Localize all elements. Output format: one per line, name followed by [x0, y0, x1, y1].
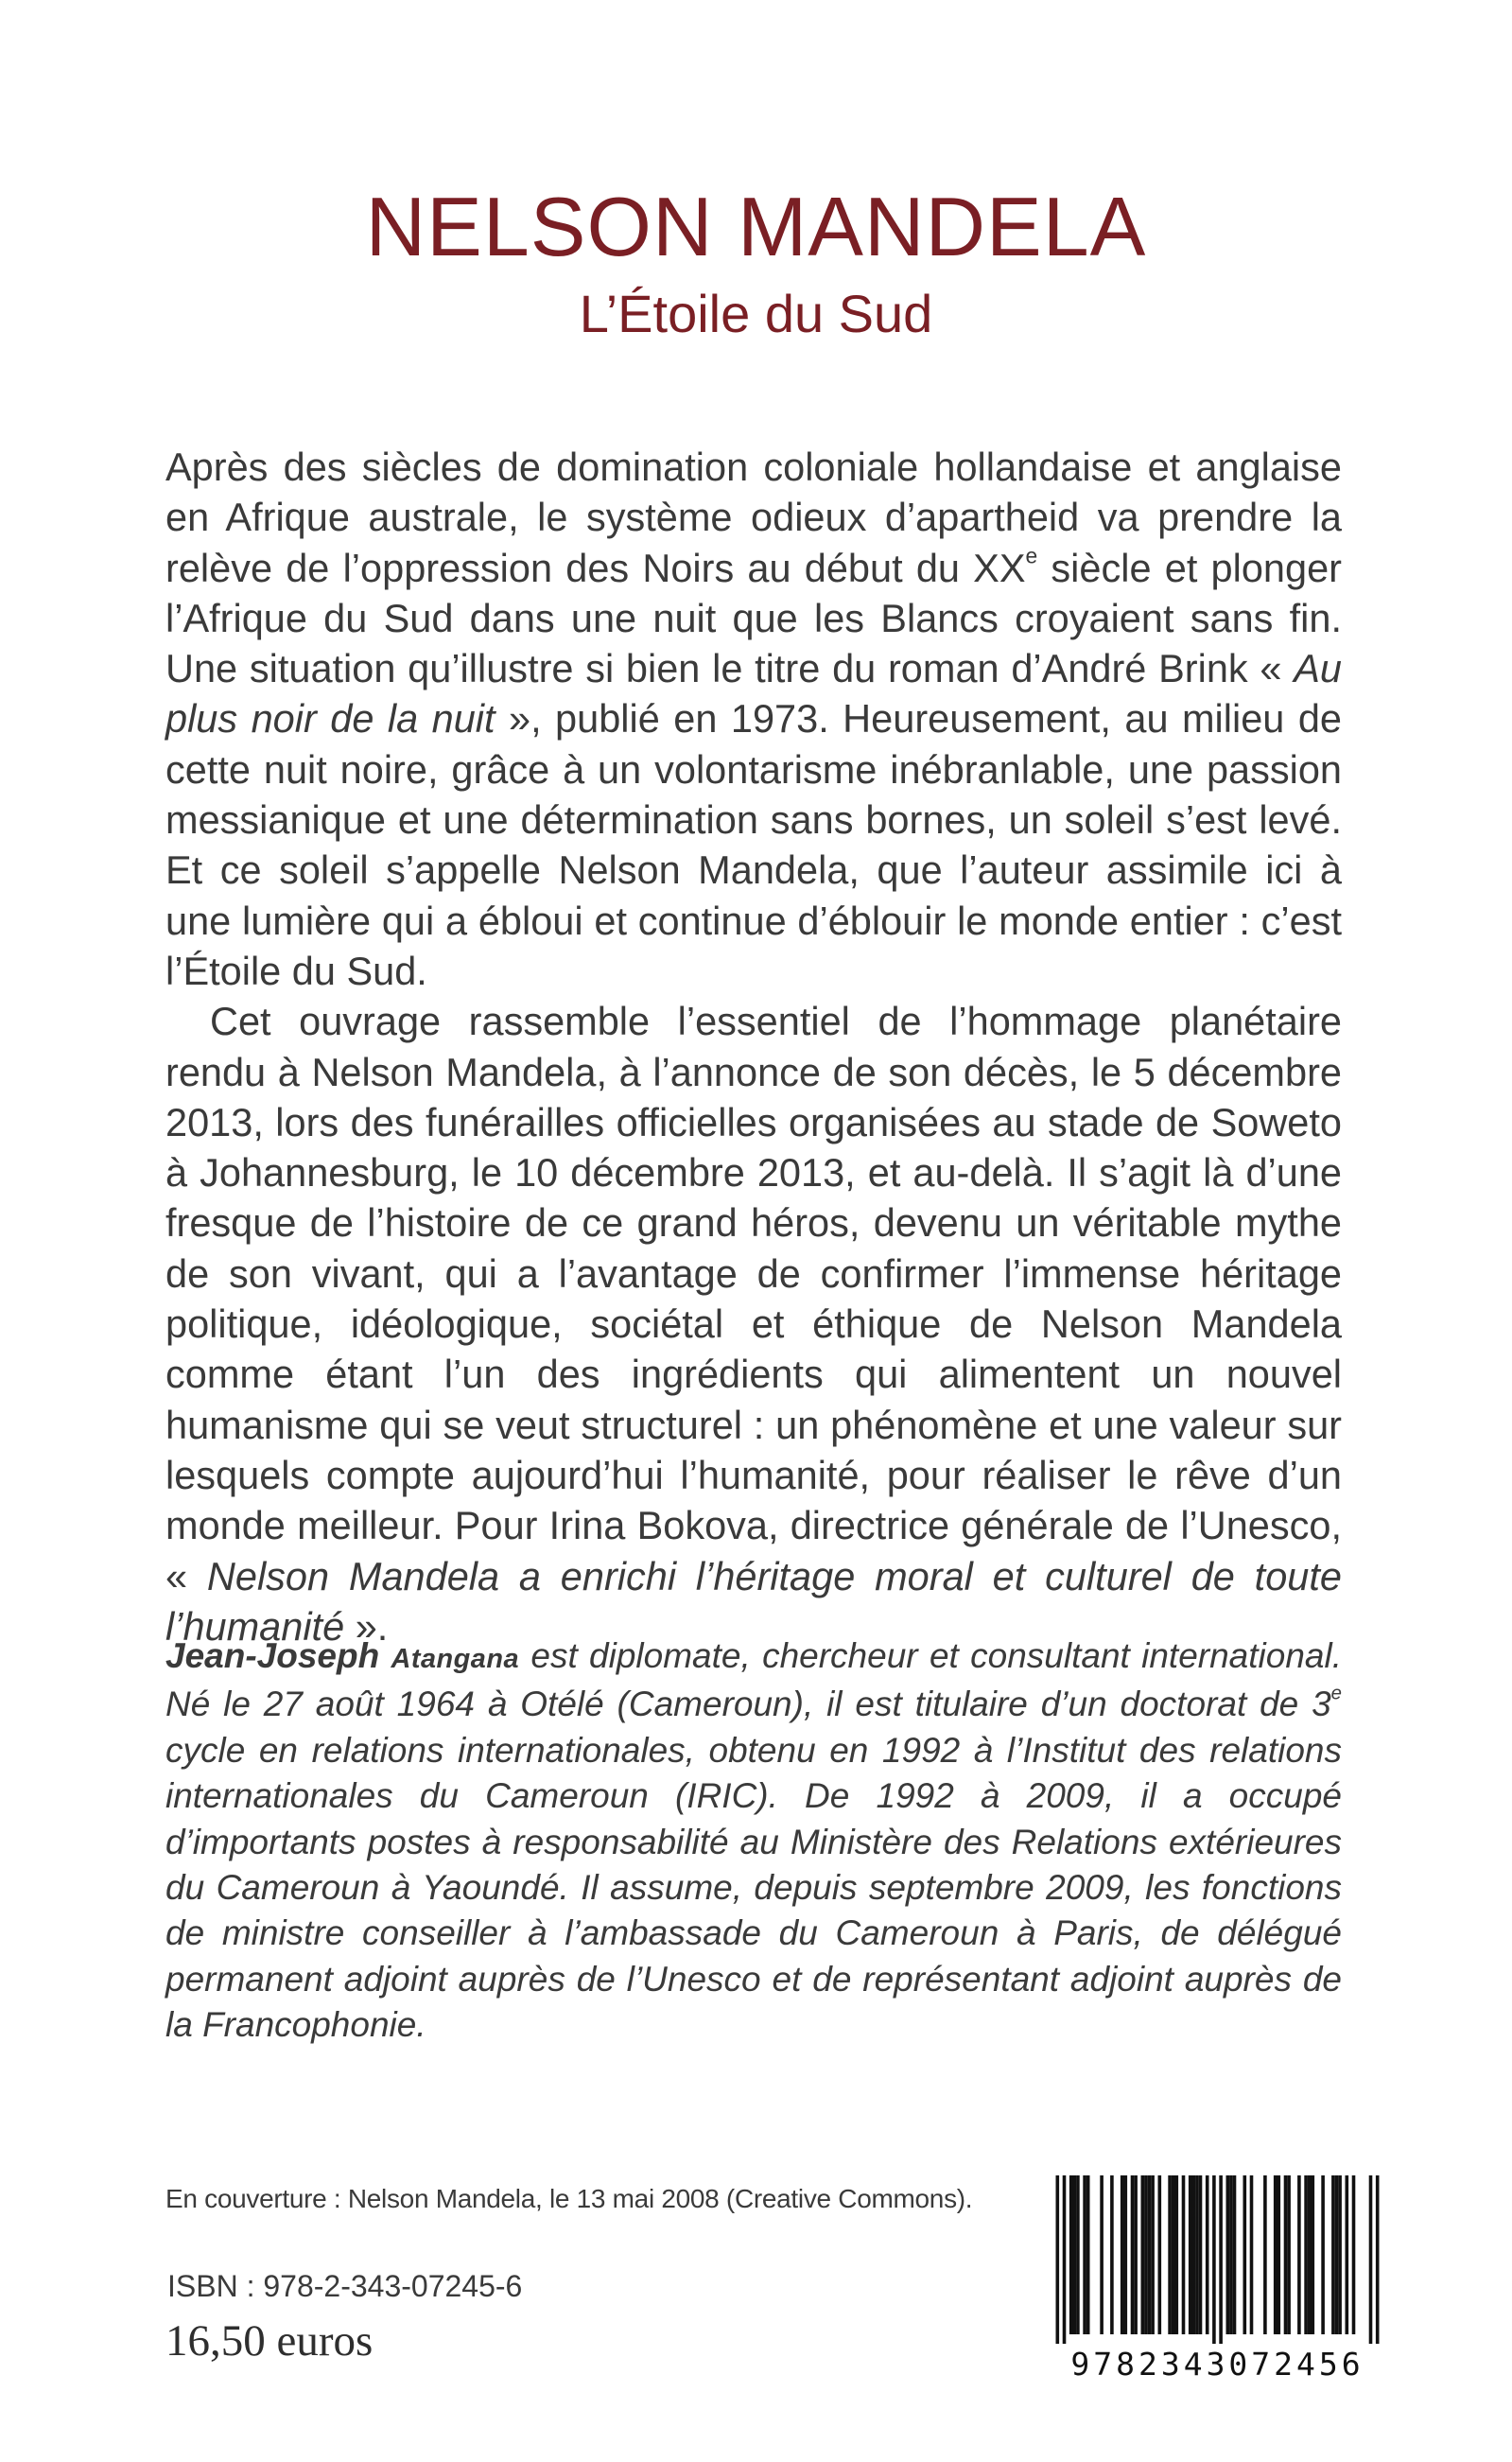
- quotation: Nelson Mandela a enrichi l’héritage moral et culturel de toute l’humanité: [165, 1553, 1342, 1649]
- barcode-bar: [1069, 2175, 1073, 2334]
- summary-text: ».: [344, 1603, 389, 1649]
- author-first-name: Jean-Joseph: [165, 1636, 391, 1675]
- barcode-digits: 9782343072456: [1070, 2346, 1364, 2383]
- barcode-bar: [1175, 2175, 1179, 2334]
- barcode-bar: [1304, 2175, 1308, 2334]
- barcode-bar: [1250, 2175, 1254, 2334]
- summary-text: », publié en 1973. Heureusement, au milieu de cette nuit noire, grâce à un volontarisme inébranlable, une passion messianique et une détermination sans bornes, un soleil s’est levé. Et ce soleil s’appelle Nelson Mandela, que l’auteur assimile ici à une lumière qui a ébloui et continue d’éblouir le monde entier : c’est l’Étoile du Sud.: [165, 696, 1342, 993]
- barcode-bar: [1346, 2175, 1349, 2334]
- barcode-bar: [1083, 2175, 1086, 2334]
- barcode-bar: [1274, 2175, 1277, 2334]
- barcode-bar: [1233, 2175, 1237, 2334]
- barcode-bar: [1243, 2175, 1247, 2334]
- barcode-bar: [1338, 2175, 1342, 2334]
- summary-paragraph-1: [165, 442, 1342, 996]
- barcode-bar: [1229, 2175, 1233, 2334]
- superscript: e: [1025, 543, 1038, 568]
- barcode-bar: [1124, 2175, 1128, 2334]
- author-last-name: Atangana: [391, 1644, 520, 1674]
- barcode-guard-bar: [1056, 2175, 1060, 2344]
- barcode-bar: [1158, 2175, 1162, 2334]
- barcode-bar: [1297, 2175, 1301, 2334]
- barcode-bar: [1073, 2175, 1077, 2334]
- barcode-bar: [1352, 2175, 1356, 2334]
- barcode-guard-bar: [1376, 2175, 1380, 2344]
- barcode-bar: [1308, 2175, 1312, 2334]
- barcode-bar: [1189, 2175, 1192, 2334]
- summary: [165, 442, 1342, 1651]
- barcode-bar: [1131, 2175, 1135, 2334]
- barcode-bar: [1284, 2175, 1288, 2334]
- barcode-bar: [1110, 2175, 1114, 2334]
- bio-text: cycle en relations internationales, obtenu en 1992 à l’Institut des relations internationales du Cameroun (IRIC). De 1992 à 2009, il a occupé d’importants postes à responsabilité au Ministère des Relations extérieures du Cameroun à Yaoundé. Il assume, depuis septembre 2009, les fonctions de ministre conseiller à l’ambassade du Cameroun à Paris, de délégué permanent adjoint auprès de l’Unesco et de représentant adjoint auprès de la Francophonie.: [165, 1730, 1342, 2045]
- barcode-bar: [1321, 2175, 1325, 2334]
- book-subtitle: L’Étoile du Sud: [579, 284, 933, 343]
- barcode-bar: [1331, 2175, 1335, 2334]
- barcode-bar: [1192, 2175, 1196, 2334]
- barcode-guard-bar: [1063, 2175, 1067, 2344]
- cover-credit: En couverture : Nelson Mandela, le 13 mai 2008 (Creative Commons).: [165, 2184, 973, 2213]
- barcode-bar: [1168, 2175, 1172, 2334]
- barcode-bar: [1121, 2175, 1124, 2334]
- summary-text: Cet ouvrage rassemble l’essentiel de l’hommage planétaire rendu à Nelson Mandela, à l’annonce de son décès, le 5 décembre 2013, lors des funérailles officielles organisées au stade de Soweto à Johannesburg, le 10 décembre 2013, et au-delà. Il s’agit là d’une fresque de l’histoire de ce grand héros, devenu un véritable mythe de son vivant, qui a l’avantage de confirmer l’immense héritage politique, idéologique, sociétal et éthique de Nelson Mandela comme étant l’un des ingrédients qui alimentent un nouvel humanisme qui se veut structurel : un phénomène et une valeur sur lesquels compte aujourd’hui l’humanité, pour réaliser le rêve d’un monde meilleur. Pour Irina Bokova, directrice générale de l’Unesco, «: [165, 999, 1342, 1598]
- barcode-bar: [1172, 2175, 1175, 2334]
- summary-paragraph-2: [165, 996, 1342, 1651]
- barcode-bar: [1312, 2175, 1315, 2334]
- barcode: [1031, 2175, 1404, 2382]
- superscript: e: [1330, 1684, 1342, 1705]
- barcode-bar: [1199, 2175, 1203, 2334]
- barcode-guard-bar: [1369, 2175, 1373, 2344]
- barcode-bar: [1182, 2175, 1186, 2334]
- barcode-bar: [1141, 2175, 1145, 2334]
- price: 16,50 euros: [165, 2316, 374, 2366]
- isbn: ISBN : 978-2-343-07245-6: [167, 2269, 523, 2303]
- author-name: [165, 1636, 519, 1675]
- barcode-bar: [1335, 2175, 1339, 2334]
- barcode-guard-bar: [1212, 2175, 1216, 2344]
- barcode-bar: [1148, 2175, 1152, 2334]
- barcode-bar: [1134, 2175, 1138, 2334]
- barcode-bar: [1287, 2175, 1291, 2334]
- barcode-bar: [1195, 2175, 1199, 2334]
- barcode-bar: [1086, 2175, 1090, 2334]
- bio-text: est diplomate, chercheur et consultant international. Né le 27 août 1964 à Otélé (Cameroun), il est titulaire d’un doctorat de 3: [165, 1636, 1342, 1724]
- barcode-bar: [1206, 2175, 1209, 2334]
- barcode-guard-bar: [1219, 2175, 1223, 2344]
- summary-text: Après des siècles de domination coloniale hollandaise et anglaise en Afrique australe, le système odieux d’apartheid va prendre la relève de l’oppression des Noirs au début du XX: [165, 445, 1342, 590]
- barcode-bar: [1277, 2175, 1281, 2334]
- novel-title: Au plus noir de la nuit: [165, 646, 1342, 742]
- barcode-bar: [1263, 2175, 1267, 2334]
- barcode-bars: [1031, 2175, 1404, 2346]
- barcode-bar: [1076, 2175, 1080, 2334]
- summary-text: siècle et plonger l’Afrique du Sud dans une nuit que les Blancs croyaient sans fin. Une situation qu’illustre si bien le titre du roman d’André Brink «: [165, 545, 1342, 691]
- barcode-bar: [1151, 2175, 1155, 2334]
- barcode-bar: [1226, 2175, 1230, 2334]
- barcode-bar: [1144, 2175, 1148, 2334]
- book-title: NELSON MANDELA: [365, 180, 1147, 273]
- barcode-bar: [1100, 2175, 1104, 2334]
- author-bio: [165, 1633, 1342, 2049]
